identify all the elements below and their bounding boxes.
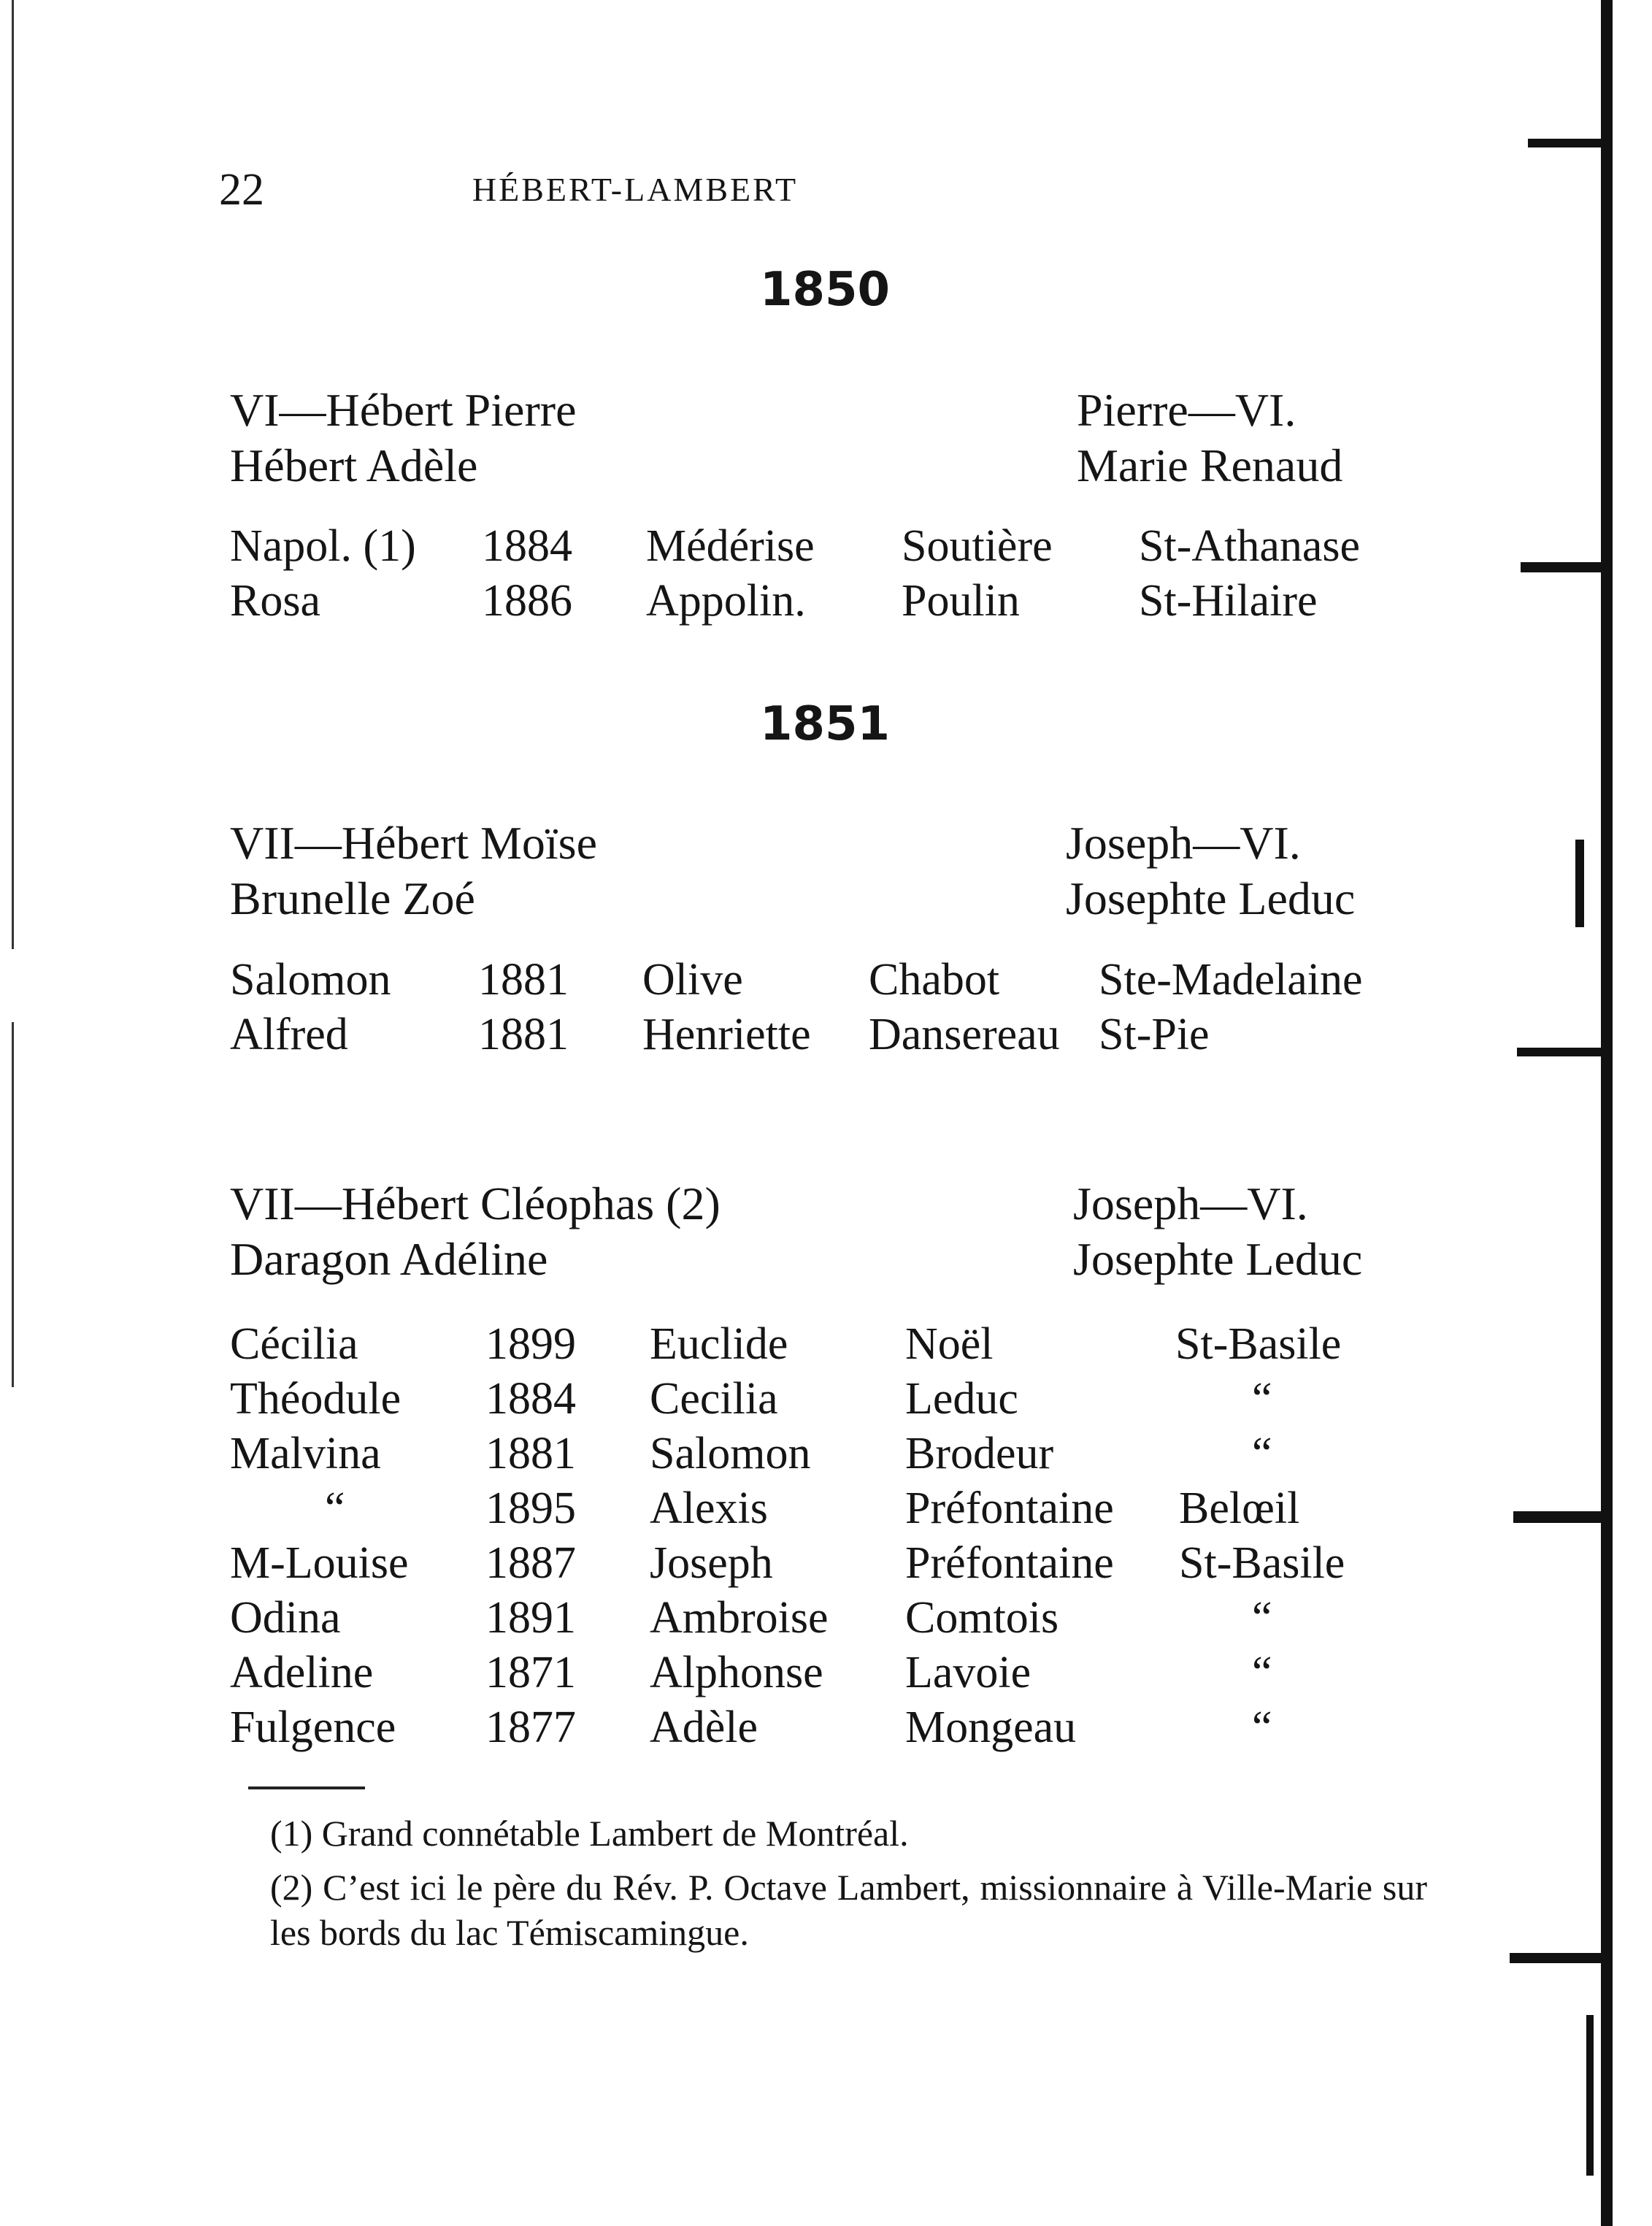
spouse-surname: Comtois [905, 1593, 1059, 1643]
husband-name: VII—Hébert Cléophas (2) [230, 1178, 721, 1229]
spouse-surname: Brodeur [905, 1429, 1054, 1478]
footnote-1: (1) Grand connétable Lambert de Montréal. [270, 1813, 909, 1854]
husband-father: Joseph—VI. [1073, 1178, 1308, 1229]
marriage-year: 1877 [485, 1703, 576, 1752]
husband-mother: Marie Renaud [1077, 440, 1343, 491]
parish: “ [1252, 1648, 1272, 1697]
spouse-first-name: Alexis [650, 1484, 768, 1533]
parish: Belœil [1179, 1484, 1300, 1533]
spouse-surname: Préfontaine [905, 1538, 1114, 1588]
child-name: Adeline [230, 1648, 374, 1697]
husband-mother: Josephte Leduc [1073, 1233, 1363, 1285]
spouse-first-name: Henriette [642, 1010, 811, 1059]
spouse-surname: Lavoie [905, 1648, 1031, 1697]
marriage-year: 1887 [485, 1538, 576, 1588]
page-header [219, 164, 1022, 215]
spouse-first-name: Ambroise [650, 1593, 829, 1643]
wife-name: Daragon Adéline [230, 1233, 548, 1285]
spouse-surname: Soutière [902, 521, 1053, 571]
parish: “ [1252, 1703, 1272, 1752]
child-name: Odina [230, 1593, 341, 1643]
spouse-surname: Dansereau [869, 1010, 1060, 1059]
husband-name: VI—Hébert Pierre [230, 384, 577, 436]
parish: St-Athanase [1139, 521, 1361, 571]
child-name: “ [325, 1484, 345, 1533]
marriage-year: 1895 [485, 1484, 576, 1533]
family-header [230, 816, 1427, 927]
spouse-surname: Leduc [905, 1374, 1018, 1424]
parish: “ [1252, 1374, 1272, 1424]
spouse-first-name: Appolin. [646, 576, 806, 626]
scan-edge-right [1506, 0, 1652, 2226]
parish: St-Basile [1179, 1538, 1345, 1588]
spouse-first-name: Euclide [650, 1319, 788, 1369]
parish: Ste-Madelaine [1099, 955, 1363, 1005]
marriage-year: 1871 [485, 1648, 576, 1697]
parish: “ [1252, 1429, 1272, 1478]
husband-mother: Josephte Leduc [1066, 872, 1356, 924]
marriage-year: 1891 [485, 1593, 576, 1643]
spouse-surname: Préfontaine [905, 1484, 1114, 1533]
child-name: M-Louise [230, 1538, 409, 1588]
child-name: Alfred [230, 1010, 348, 1059]
marriage-year: 1899 [485, 1319, 576, 1369]
year-heading: 1851 [759, 697, 891, 751]
family-header [230, 383, 1427, 494]
child-name: Malvina [230, 1429, 381, 1478]
spouse-first-name: Olive [642, 955, 743, 1005]
footnote-divider [248, 1786, 365, 1789]
spouse-surname: Mongeau [905, 1703, 1077, 1752]
marriage-year: 1881 [485, 1429, 576, 1478]
child-name: Napol. (1) [230, 521, 416, 571]
scan-edge-left [10, 0, 18, 2226]
wife-name: Brunelle Zoé [230, 872, 475, 924]
child-name: Rosa [230, 576, 320, 626]
spouse-first-name: Médérise [646, 521, 815, 571]
husband-father: Joseph—VI. [1066, 817, 1301, 869]
wife-name: Hébert Adèle [230, 440, 478, 491]
running-title: HÉBERT-LAMBERT [472, 171, 799, 208]
marriage-year: 1881 [478, 1010, 569, 1059]
child-name: Fulgence [230, 1703, 396, 1752]
spouse-surname: Noël [905, 1319, 994, 1369]
husband-name: VII—Hébert Moïse [230, 817, 597, 869]
family-header [230, 1177, 1427, 1288]
spouse-first-name: Adèle [650, 1703, 758, 1752]
spouse-first-name: Alphonse [650, 1648, 823, 1697]
child-name: Salomon [230, 955, 391, 1005]
spouse-first-name: Joseph [650, 1538, 773, 1588]
parish: St-Pie [1099, 1010, 1210, 1059]
marriage-year: 1884 [482, 521, 572, 571]
parish: “ [1252, 1593, 1272, 1643]
page-number: 22 [219, 165, 264, 215]
marriage-year: 1881 [478, 955, 569, 1005]
footnote-2: (2) C’est ici le père du Rév. P. Octave Lambert, missionnaire à Ville-Marie sur les bords du lac Témiscamingue. [270, 1867, 1427, 1953]
child-name: Cécilia [230, 1319, 358, 1369]
spouse-first-name: Cecilia [650, 1374, 778, 1424]
footnotes [230, 1811, 1427, 1955]
marriage-year: 1884 [485, 1374, 576, 1424]
parish: St-Basile [1175, 1319, 1342, 1369]
spouse-surname: Chabot [869, 955, 1000, 1005]
year-heading: 1850 [759, 263, 891, 317]
child-name: Théodule [230, 1374, 402, 1424]
spouse-first-name: Salomon [650, 1429, 811, 1478]
husband-father: Pierre—VI. [1077, 384, 1296, 436]
spouse-surname: Poulin [902, 576, 1020, 626]
parish: St-Hilaire [1139, 576, 1318, 626]
marriage-year: 1886 [482, 576, 572, 626]
